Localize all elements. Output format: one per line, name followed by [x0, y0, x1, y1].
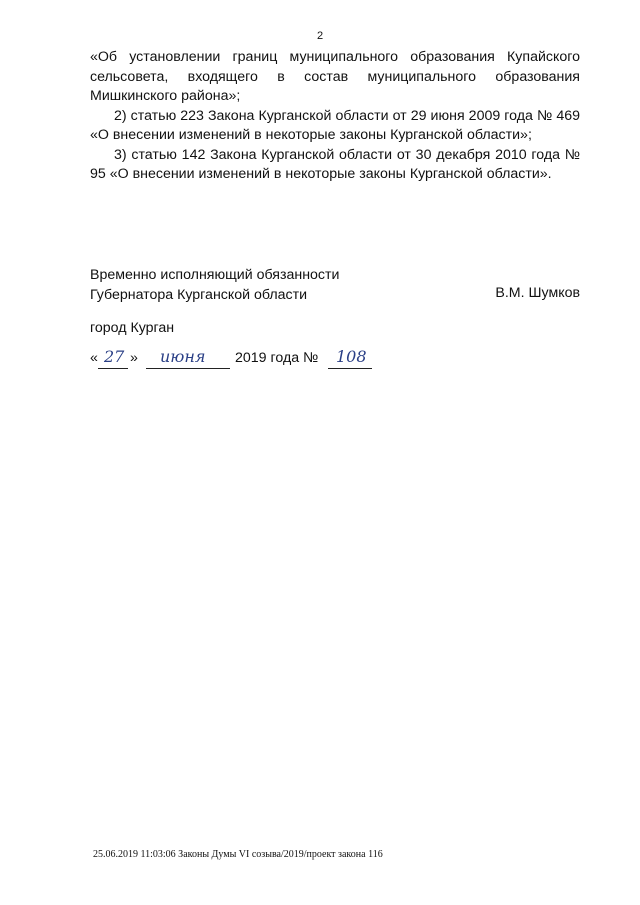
- date-close-quote: »: [130, 350, 138, 366]
- paragraph-3: 3) статью 142 Закона Курганской области от 30 декабря 2010 года № 95 «О внесении изменений в некоторые законы Курганской области».: [90, 146, 580, 182]
- signer-position: [90, 266, 339, 305]
- document-body: [90, 48, 580, 185]
- date-month-handwritten: июня: [160, 347, 206, 366]
- date-line: [90, 346, 390, 374]
- signer-name: В.М. Шумков: [495, 285, 580, 301]
- footer-stamp: 25.06.2019 11:03:06 Законы Думы VI созыва/2019/проект закона 116: [93, 849, 383, 860]
- page-number: 2: [316, 30, 324, 42]
- date-year-text: 2019 года №: [235, 350, 319, 366]
- date-day-handwritten: 27: [104, 347, 125, 366]
- paragraph-2: 2) статью 223 Закона Курганской области от 29 июня 2009 года № 469 «О внесении изменений в некоторые законы Курганской области»;: [90, 107, 580, 143]
- paragraph-1: «Об установлении границ муниципального образования Купайского сельсовета, входящего в состав муниципального образования Мишкинского района»;: [90, 49, 580, 104]
- city: город Курган: [90, 320, 175, 336]
- date-day-underline: [98, 368, 128, 369]
- date-open-quote: «: [90, 350, 98, 366]
- signer-position-line-2: Губернатора Курганской области: [90, 286, 308, 303]
- document-number-underline: [328, 368, 372, 369]
- signer-position-line-1: Временно исполняющий обязанности: [90, 267, 340, 283]
- document-number-handwritten: 108: [336, 347, 367, 366]
- date-month-underline: [146, 368, 230, 369]
